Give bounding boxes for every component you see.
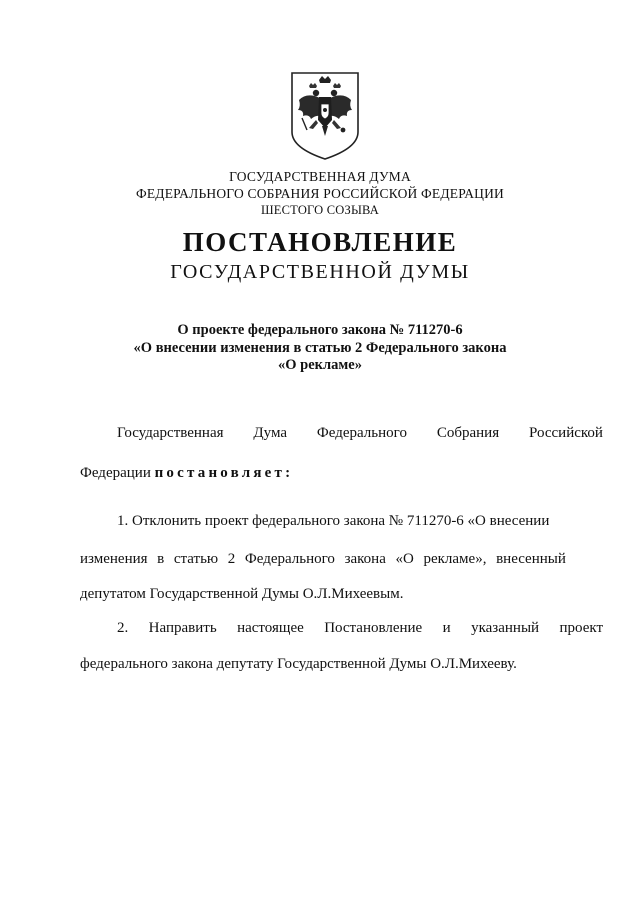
item2-word: указанный xyxy=(471,620,540,636)
header-line-federal-assembly: ФЕДЕРАЛЬНОГО СОБРАНИЯ РОССИЙСКОЙ ФЕДЕРАЦИИ xyxy=(136,186,504,201)
item1-word: закона xyxy=(344,551,386,567)
item1-word: изменения xyxy=(80,551,148,567)
item2-word: Направить xyxy=(148,620,217,636)
document-title: ПОСТАНОВЛЕНИЕ xyxy=(182,227,458,257)
item2-word: настоящее xyxy=(237,620,304,636)
item2-line-2: федерального закона депутату Государственной Думы О.Л.Михееву. xyxy=(80,656,517,672)
item2-line-1 xyxy=(80,618,603,638)
issuer-header xyxy=(0,168,640,219)
decree-verb: постановляет: xyxy=(154,465,294,481)
item1-word: 2 xyxy=(227,551,236,567)
bill-heading xyxy=(0,322,640,375)
item1-word: в xyxy=(157,551,165,567)
header-line-duma: ГОСУДАРСТВЕННАЯ ДУМА xyxy=(229,169,411,184)
header-line-convocation: ШЕСТОГО СОЗЫВА xyxy=(260,203,380,217)
item1-word: рекламе», xyxy=(423,551,487,567)
coat-of-arms-emblem xyxy=(289,70,361,162)
item1-word: «О xyxy=(395,551,414,567)
document-subtitle: ГОСУДАРСТВЕННОЙ ДУМЫ xyxy=(170,261,470,283)
item1-line-1: 1. Отклонить проект федерального закона № 711270-6 «О внесении xyxy=(117,513,550,529)
item2-word: 2. xyxy=(117,620,129,636)
intro-word: Собрания xyxy=(436,425,500,441)
item2-word: и xyxy=(442,620,451,636)
item1-word: внесенный xyxy=(496,551,566,567)
intro-line-1 xyxy=(80,423,603,443)
intro-word: Дума xyxy=(253,425,288,441)
item1-line-2 xyxy=(80,549,566,569)
item1-line-3: депутатом Государственной Думы О.Л.Михеевым. xyxy=(80,586,404,602)
intro-word: Федерального xyxy=(316,425,407,441)
item2-word: Постановление xyxy=(324,620,423,636)
item2-word: проект xyxy=(559,620,603,636)
intro-line-2 xyxy=(80,463,566,483)
item1-word: статью xyxy=(173,551,219,567)
intro-word: Российской xyxy=(529,425,603,441)
intro-word: Государственная xyxy=(117,425,224,441)
intro-federation: Федерации xyxy=(80,465,151,481)
bill-heading-line2: «О внесении изменения в статью 2 Федерального закона xyxy=(133,339,507,356)
bill-heading-line3: «О рекламе» xyxy=(278,357,362,373)
item1-word: Федерального xyxy=(244,551,335,567)
bill-heading-line1: О проекте федерального закона № 711270-6 xyxy=(177,322,463,338)
